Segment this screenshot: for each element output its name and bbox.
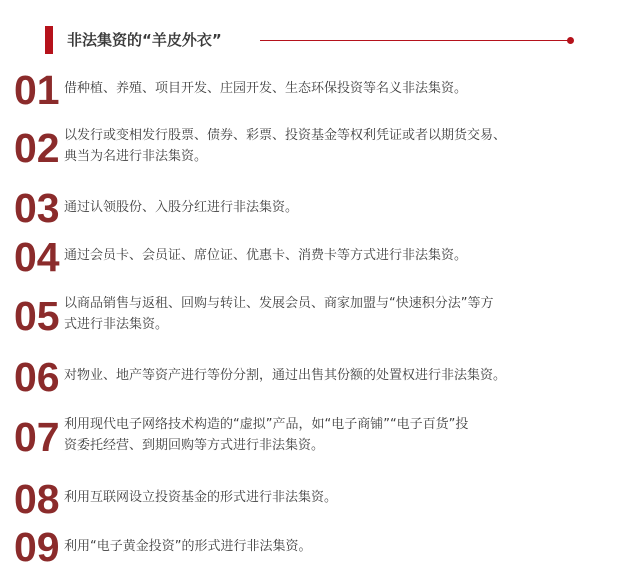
item-text-line: 资委托经营、到期回购等方式进行非法集资。 <box>64 438 325 453</box>
item-text-line: 通过会员卡、会员证、席位证、优惠卡、消费卡等方式进行非法集资。 <box>64 248 468 263</box>
item-text <box>64 487 604 508</box>
item-number: 08 <box>14 476 60 522</box>
item-number: 07 <box>14 414 60 460</box>
item-text <box>64 197 604 218</box>
item-text-line: 利用现代电子网络技术构造的“虚拟”产品，如“电子商铺”“电子百货”投 <box>64 417 469 432</box>
section-title: 非法集资的“羊皮外衣” <box>67 31 222 49</box>
item-text <box>64 365 604 386</box>
header-accent-bar <box>45 26 53 54</box>
item-number: 02 <box>14 125 60 171</box>
item-text-line: 以发行或变相发行股票、债券、彩票、投资基金等权利凭证或者以期货交易、 <box>64 128 507 143</box>
item-number: 09 <box>14 524 60 570</box>
item-text-line: 利用“电子黄金投资”的形式进行非法集资。 <box>64 539 312 554</box>
item-text-line: 利用互联网设立投资基金的形式进行非法集资。 <box>64 490 338 505</box>
header-divider-dot <box>567 37 574 44</box>
item-text-line: 借种植、养殖、项目开发、庄园开发、生态环保投资等名义非法集资。 <box>64 81 468 96</box>
item-text-line: 对物业、地产等资产进行等份分割，通过出售其份额的处置权进行非法集资。 <box>64 368 507 383</box>
item-number: 05 <box>14 293 60 339</box>
header-divider-line <box>260 40 570 41</box>
item-text-line: 通过认领股份、入股分红进行非法集资。 <box>64 200 299 215</box>
item-text-line: 式进行非法集资。 <box>64 317 169 332</box>
item-text <box>64 536 604 557</box>
item-text <box>64 78 604 99</box>
section-header <box>45 26 605 54</box>
item-text <box>64 414 604 456</box>
item-text-line: 典当为名进行非法集资。 <box>64 149 208 164</box>
item-text <box>64 245 604 266</box>
item-text <box>64 125 604 167</box>
item-number: 04 <box>14 234 60 280</box>
item-text-line: 以商品销售与返租、回购与转让、发展会员、商家加盟与“快速积分法”等方 <box>64 296 494 311</box>
item-number: 06 <box>14 354 60 400</box>
item-number: 03 <box>14 185 60 231</box>
item-number: 01 <box>14 67 60 113</box>
item-text <box>64 293 604 335</box>
